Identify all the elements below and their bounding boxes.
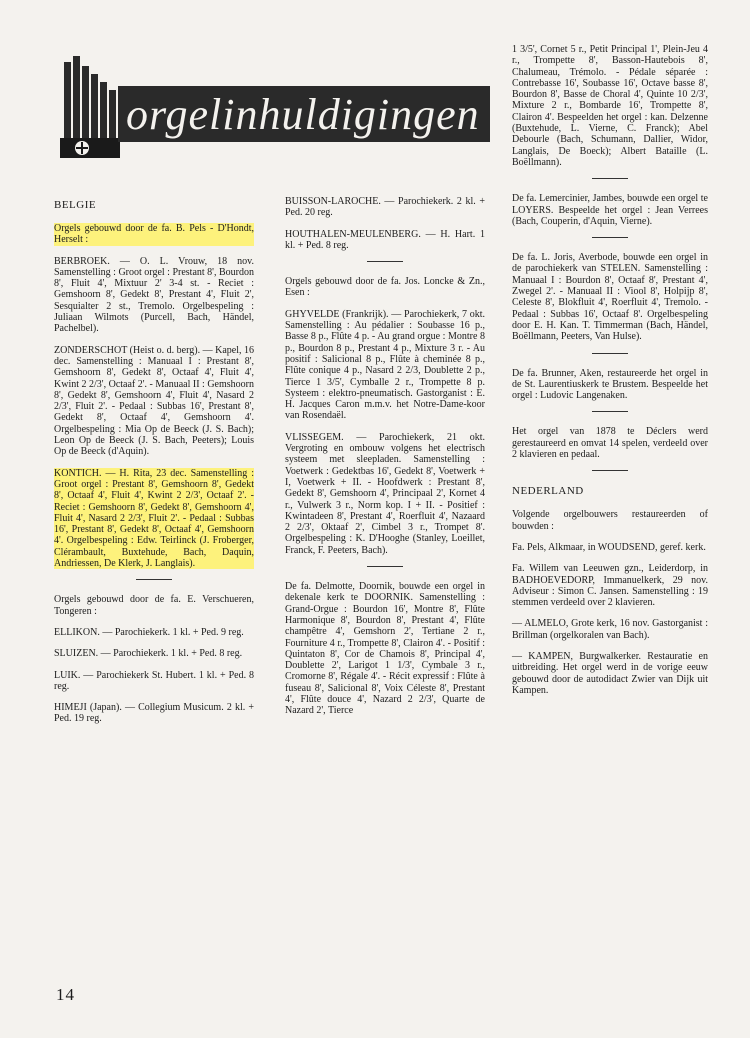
separator [367,566,403,567]
entry-kontich: KONTICH. — H. Rita, 23 dec. Samenstelling : Groot orgel : Prestant 8', Gemshoorn 8', Gedekt 8', Octaaf 4', Fluit 4', Kwint 2 2/3', Octaaf 2'. - Reciet : Gemshoorn 8', Gedekt 8', Gemshoorn 4', Fluit 4', Nasard 2 2/3', Fluit 2'. - Pedaal : Subbas 16', Prestant 8', Gedekt 8', Octaaf 4', Gemshoorn 4'. Orgelbespeling : Edw. Teirlinck (J. Froberger, Clérambault, Buxtehude, Bach, Daquin, Andriessen, De Klerk, J. Langlais). [54,467,254,570]
heading-title: orgelinhuldigingen [126,90,480,139]
entry-sluizen: SLUIZEN. — Parochiekerk. 1 kl. + Ped. 8 reg. [54,648,243,660]
entry-kampen: — KAMPEN, Burgwalkerker. Restauratie en uitbreiding. Het orgel werd in de vorige eeuw gebouwd door de autodidact Zwier van Dijk uit Kampen. [512,650,708,696]
country-heading-nederland: NEDERLAND [512,485,584,498]
column-3 [512,44,708,706]
entry-joris: De fa. L. Joris, Averbode, bouwde een orgel in de parochiekerk van STELEN. Samenstelling : Manuaal I : Bourdon 8', Octaaf 8', Prestant 4', Zwegel 2'. - Manuaal II : Viool 8', Holpijp 8', Celeste 8', Blokfluit 4', Roerfluit 4', Tremolo. - Pedaal : Subbas 16', Octaaf 8'. Orgelbespeling door E. H. Kan. T. Timmerman (Bach, Händel, Boëllmann, Peeters, Van Hulse). [512,252,708,343]
entry-berbroek: BERBROEK. — O. L. Vrouw, 18 nov. Samenstelling : Groot orgel : Prestant 8', Bourdon 8', Fluit 4', Mixtuur 2' 3-4 st. - Reciet : Gemshoorn 8', Gedekt 8', Prestant 4', Fluit 2', Sesquialter 2 st., Tremolo. Orgelbespeling : Juliaan Wilmots (Purcell, Bach, Händel, Pachelbel). [54,255,254,335]
builder-intro-loncke: Orgels gebouwd door de fa. Jos. Loncke & Zn., Esen : [285,276,485,299]
entry-zonderschot: ZONDERSCHOT (Heist o. d. berg). — Kapel, 16 dec. Samenstelling : Manuaal I : Prestant 8', Gemshoorn 8', Gedekt 8', Octaaf 4', Fluit 4', Kwint 2 2/3', Octaaf 2'. - Manuaal II : Gemshoorn 8', Gedekt 8', Gemshoorn 4', Fluit 4', Nasard 2 2/3', Fluit 2'. - Pedaal : Subbas 16', Prestant 8', Gedekt 8', Octaaf 4', Gemshoorn 4'. Orgelbespeling : Mia Op de Beeck (J. S. Bach); Leon Op de Beeck (J. S. Bach, Peeters); Louis Op de Beeck (d'Aquin). [54,344,254,458]
entry-declers: Het orgel van 1878 te Déclers werd gerestaureerd en omvat 14 spelen, verdeeld over 2 klavieren en pedaal. [512,426,708,461]
separator [592,470,628,471]
column-2 [285,196,485,727]
builder-intro-pels: Orgels gebouwd door de fa. B. Pels - D'Hondt, Herselt : [54,223,254,246]
column-1 [54,199,254,735]
entry-himeji: HIMEJI (Japan). — Collegium Musicum. 2 kl. + Ped. 19 reg. [54,702,254,725]
entry-luik: LUIK. — Parochiekerk St. Hubert. 1 kl. + Ped. 8 reg. [54,669,254,692]
separator [592,353,628,354]
entry-brunner: De fa. Brunner, Aken, restaureerde het orgel in de St. Laurentiuskerk te Brustem. Bespeelde het orgel : Ludovic Langenaken. [512,367,708,402]
entry-buisson-laroche: BUISSON-LAROCHE. — Parochiekerk. 2 kl. + Ped. 20 reg. [285,196,485,219]
entry-pels-alkmaar: Fa. Pels, Alkmaar, in WOUDSEND, geref. kerk. [512,541,706,553]
separator [592,237,628,238]
entry-van-leeuwen: Fa. Willem van Leeuwen gzn., Leiderdorp, in BADHOEVEDORP, Immanuelkerk, 29 nov. Adviseur : Simon C. Jansen. Samenstelling : 19 stemmen verdeeld over 2 klavieren. [512,563,708,609]
organ-pipes-icon [60,56,120,158]
entry-lemercinier: De fa. Lemercinier, Jambes, bouwde een orgel te LOYERS. Bespeelde het orgel : Jean Verrees (Bach, Couperin, d'Aquin, Vierne). [512,193,708,227]
separator [592,411,628,412]
separator [592,178,628,179]
entry-houthalen: HOUTHALEN-MEULENBERG. — H. Hart. 1 kl. + Ped. 8 reg. [285,228,485,251]
nederland-intro: Volgende orgelbouwers restaureerden of bouwden : [512,509,708,532]
entry-almelo: — ALMELO, Grote kerk, 16 nov. Gastorganist : Brillman (orgelkoralen van Bach). [512,618,708,641]
entry-ghyvelde: GHYVELDE (Frankrijk). — Parochiekerk, 7 okt. Samenstelling : Au pédalier : Soubasse 16 p., Basse 8 p., Flûte 4 p. - Au grand orgue : Montre 8 p., Bourdon 8 p., Prestant 4 p., Mixture 3 r. - Au positif : Salicional 8 p., Flûte à cheminée 8 p., Flûte conique 4 p., Nasard 2 2/3, Doublette 2 p., Tierce 1 3/5', Cymballe 2 r., Trompette 8 p. Systeem : elektro-pneumatisch. Gastorganist : E. H. Jacques Caron m.m.v. het Notre-Dame-koor van Rosendaël. [285,308,485,422]
entry-delmotte: De fa. Delmotte, Doornik, bouwde een orgel in dekenale kerk te DOORNIK. Samenstelling : Grand-Orgue : Bourdon 16', Montre 8', Flûte Harmonique 8', Bourdon 8', Prestant 4', Flûte champêtre 4', Gemshorn 2', Tertiane 2 r., Fourniture 4 r., Trompette 8', Clairon 4'. - Positif : Quintaton 8', Cor de Chamois 8', Principal 4', Doublette 2', Larigot 1 1/3', Cymbale 3 r., Cromorne 8', Régale 4'. - Récit expressif : Flûte à fuseau 8', Salicional 8', Voix Céleste 8', Prestant 4', Flûte douce 4', Nazard 2 2/3', Quarte de Nazard 2', Tierce [285,581,485,717]
separator [367,261,403,262]
section-heading-banner [60,56,492,160]
entry-vlissegem: VLISSEGEM. — Parochiekerk, 21 okt. Vergroting en ombouw volgens het electrisch systeem met sleepladen. Samenstelling : Voetwerk : Gedektbas 16', Gedekt 8', Voetwerk + I, Voetwerk + II. - Hoofdwerk : Prestant 8', Gedekt 8', Gemshoorn 4', Principaal 2', Kornet 4 r., Vulwerk 3 r., Norm kop. I + II. - Positief : Kwintadeen 8', Prestant 4', Roerfluit 4', Nazaard 2 2/3', Oktaaf 2', Cimbel 3 r., Trompet 8'. Orgelbespeling : K. D'Hooghe (Stanley, Loeillet, Franck, F. Peeters, Bach). [285,431,485,556]
entry-ellikon: ELLIKON. — Parochiekerk. 1 kl. + Ped. 9 reg. [54,626,244,638]
page-number: 14 [56,985,75,1004]
separator [136,579,172,580]
country-heading-belgie: BELGIE [54,199,97,211]
entry-delmotte-continued: 1 3/5', Cornet 5 r., Petit Principal 1', Plein-Jeu 4 r., Trompette 8', Basson-Hautebois 8', Chalumeau, Trémolo. - Pédale séparée : Contrebasse 16', Soubasse 16', Octave basse 8', Bourdon 8', Basse de Choral 4', Quinte 10 2/3', Mixture 2 r., Bombarde 16', Trompette 8', Clairon 4'. Bespeelden het orgel : kan. Delzenne (Buxtehude, L. Vierne, C. Franck); Abel Debourle (Bach, Schumann, Dallier, Widor, Langlais, De Boeck); Albert Bataille (L. Boëllmann). [512,44,708,168]
builder-intro-verschueren: Orgels gebouwd door de fa. E. Verschueren, Tongeren : [54,594,254,617]
